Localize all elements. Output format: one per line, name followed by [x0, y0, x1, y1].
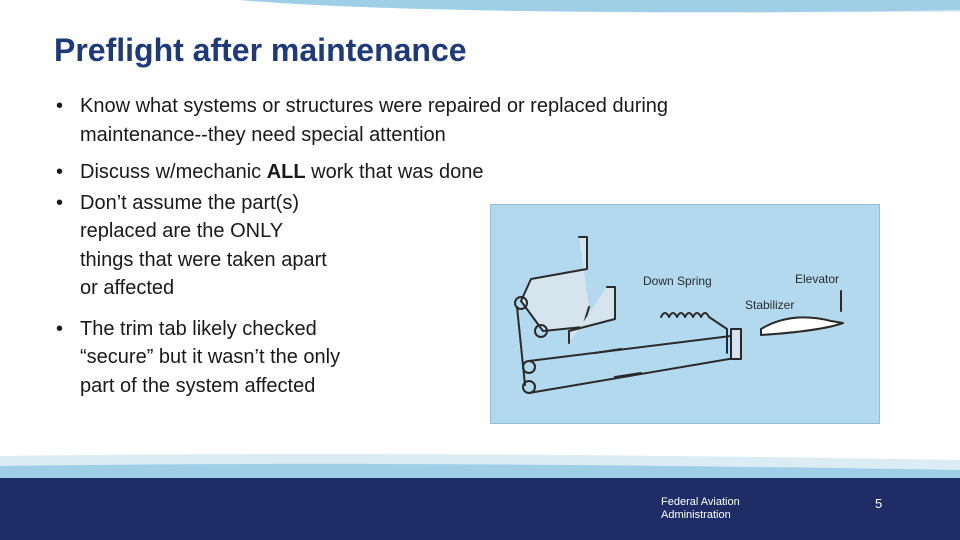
bullet-text: Know what systems or structures were repaired or replaced during maintenance--they need special attention	[80, 95, 669, 146]
pulley-low	[523, 361, 535, 373]
bullet-text: Discuss w/mechanic	[80, 161, 267, 183]
org-name-line: Federal Aviation	[661, 496, 740, 508]
bullet-item	[56, 315, 350, 401]
stabilizer-airfoil	[761, 317, 843, 335]
slide-title: Preflight after maintenance	[54, 32, 467, 68]
down-spring-label: Down Spring	[643, 274, 712, 288]
down-spring	[661, 313, 709, 317]
bullet-emphasis: ALL	[266, 161, 306, 183]
bullet-symbol: •	[56, 317, 64, 340]
vertical-cable	[517, 307, 525, 385]
page-number: 5	[875, 496, 883, 511]
bullet-text: work that was done	[305, 161, 484, 183]
bullet-item	[56, 158, 716, 187]
org-name-line: Administration	[661, 509, 731, 521]
bullet-text: The trim tab likely checked “secure” but it wasn’t the only part of the system affected	[80, 317, 341, 397]
control-column	[521, 237, 589, 331]
top-decorative-band	[0, 0, 960, 24]
elevator-label: Elevator	[795, 272, 840, 286]
footer-bar	[0, 478, 960, 540]
bullet-item	[56, 92, 716, 149]
stabilizer-label: Stabilizer	[745, 298, 795, 312]
cable-upper	[529, 335, 739, 361]
elevator-control-diagram	[490, 204, 880, 424]
spring-rod	[709, 317, 727, 353]
bullet-symbol: •	[56, 95, 64, 117]
bullet-text: Don’t assume the part(s) replaced are the ONLY things that were taken apart or affected	[80, 191, 327, 299]
cable-lower	[529, 357, 741, 393]
org-name	[661, 496, 791, 522]
bullet-symbol: •	[56, 161, 64, 183]
bullet-symbol: •	[56, 191, 64, 214]
bullet-item	[56, 189, 330, 303]
elevator-horn	[731, 329, 741, 359]
